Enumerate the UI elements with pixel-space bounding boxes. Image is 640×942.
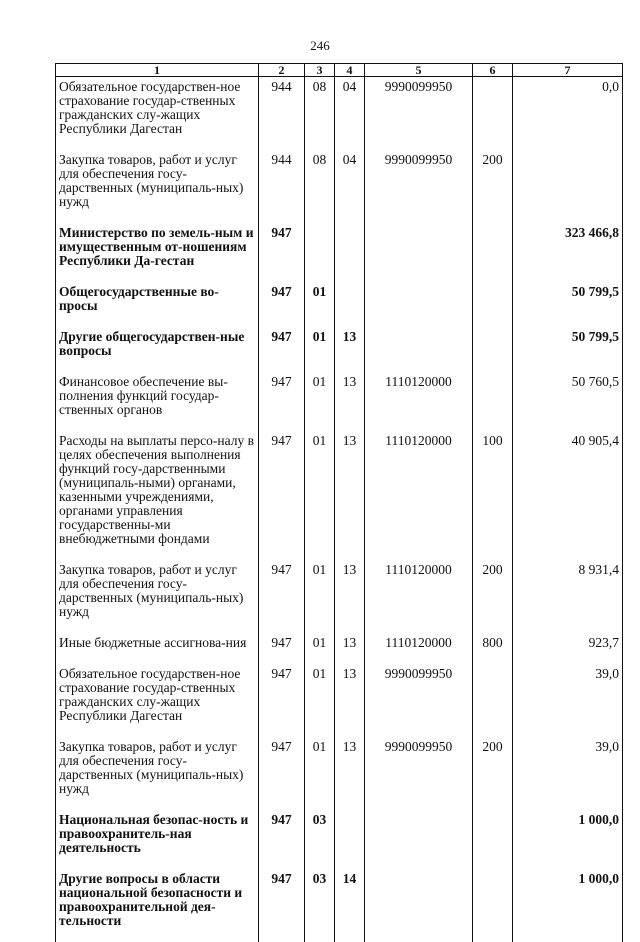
row-name-cell: Закупка товаров, работ и услуг для обеспечения госу-дарственных (муниципаль-ных) нужд bbox=[56, 560, 259, 633]
ministry-code-cell: 947 bbox=[259, 327, 305, 372]
row-name-cell: Иные бюджетные ассигнова-ния bbox=[56, 633, 259, 664]
row-name-cell: Расходы на выплаты персо-налу в целях обеспечения выполнения функций госу-дарственными (муниципаль-ными) органами, казенными учреждениями, органами управления государственны-ми внебюджетными фондами bbox=[56, 431, 259, 560]
expense-type-cell: 200 bbox=[473, 150, 513, 223]
row-name-cell: Финансовое обеспечение вы-полнения функций государ-ственных органов bbox=[56, 372, 259, 431]
ministry-code-cell: 947 bbox=[259, 431, 305, 560]
ministry-code-cell: 944 bbox=[259, 77, 305, 151]
page-number: 246 bbox=[0, 38, 640, 54]
section-code-cell: 08 bbox=[305, 77, 335, 151]
ministry-code-cell: 947 bbox=[259, 633, 305, 664]
subsection-code-cell: 13 bbox=[335, 431, 365, 560]
expense-type-cell bbox=[473, 810, 513, 869]
amount-cell: 323 466,8 bbox=[513, 223, 623, 282]
row-name-cell: Другие общегосударствен-ные вопросы bbox=[56, 327, 259, 372]
row-name-cell: Национальная безопас-ность и правоохранитель-ная деятельность bbox=[56, 810, 259, 869]
column-header: 7 bbox=[513, 64, 623, 77]
target-article-cell bbox=[365, 223, 473, 282]
section-code-cell: 01 bbox=[305, 664, 335, 737]
column-header: 4 bbox=[335, 64, 365, 77]
table-row bbox=[56, 327, 623, 372]
expense-type-cell: 200 bbox=[473, 737, 513, 810]
expense-type-cell bbox=[473, 223, 513, 282]
table-row bbox=[56, 664, 623, 737]
expense-type-cell: 200 bbox=[473, 560, 513, 633]
ministry-code-cell: 947 bbox=[259, 560, 305, 633]
budget-table bbox=[55, 63, 623, 942]
table-row bbox=[56, 77, 623, 151]
ministry-code-cell: 947 bbox=[259, 664, 305, 737]
row-name-cell: Закупка товаров, работ и услуг для обеспечения госу-дарственных (муниципаль-ных) нужд bbox=[56, 150, 259, 223]
table-row bbox=[56, 150, 623, 223]
section-code-cell: 01 bbox=[305, 431, 335, 560]
section-code-cell bbox=[305, 223, 335, 282]
table-row bbox=[56, 560, 623, 633]
section-code-cell: 01 bbox=[305, 372, 335, 431]
target-article-cell: 1110120000 bbox=[365, 372, 473, 431]
subsection-code-cell: 13 bbox=[335, 327, 365, 372]
expense-type-cell bbox=[473, 869, 513, 942]
amount-cell bbox=[513, 150, 623, 223]
subsection-code-cell: 13 bbox=[335, 560, 365, 633]
amount-cell: 50 799,5 bbox=[513, 327, 623, 372]
target-article-cell bbox=[365, 810, 473, 869]
ministry-code-cell: 947 bbox=[259, 372, 305, 431]
subsection-code-cell: 13 bbox=[335, 633, 365, 664]
amount-cell: 39,0 bbox=[513, 664, 623, 737]
subsection-code-cell: 04 bbox=[335, 77, 365, 151]
amount-cell: 40 905,4 bbox=[513, 431, 623, 560]
section-code-cell: 01 bbox=[305, 327, 335, 372]
section-code-cell: 01 bbox=[305, 633, 335, 664]
amount-cell: 1 000,0 bbox=[513, 869, 623, 942]
table-row bbox=[56, 869, 623, 942]
expense-type-cell bbox=[473, 327, 513, 372]
target-article-cell bbox=[365, 282, 473, 327]
table-row bbox=[56, 282, 623, 327]
table-header-row bbox=[56, 64, 623, 77]
subsection-code-cell bbox=[335, 223, 365, 282]
expense-type-cell bbox=[473, 77, 513, 151]
section-code-cell: 03 bbox=[305, 810, 335, 869]
table-row bbox=[56, 431, 623, 560]
section-code-cell: 01 bbox=[305, 282, 335, 327]
amount-cell: 39,0 bbox=[513, 737, 623, 810]
table-row bbox=[56, 223, 623, 282]
expense-type-cell bbox=[473, 282, 513, 327]
target-article-cell: 1110120000 bbox=[365, 560, 473, 633]
ministry-code-cell: 947 bbox=[259, 869, 305, 942]
amount-cell: 0,0 bbox=[513, 77, 623, 151]
table-row bbox=[56, 810, 623, 869]
target-article-cell: 9990099950 bbox=[365, 737, 473, 810]
row-name-cell: Общегосударственные во-просы bbox=[56, 282, 259, 327]
amount-cell: 50 799,5 bbox=[513, 282, 623, 327]
column-header: 1 bbox=[56, 64, 259, 77]
column-header: 2 bbox=[259, 64, 305, 77]
amount-cell: 50 760,5 bbox=[513, 372, 623, 431]
row-name-cell: Министерство по земель-ным и имущественным от-ношениям Республики Да-гестан bbox=[56, 223, 259, 282]
subsection-code-cell bbox=[335, 810, 365, 869]
subsection-code-cell: 13 bbox=[335, 737, 365, 810]
expense-type-cell: 100 bbox=[473, 431, 513, 560]
target-article-cell: 9990099950 bbox=[365, 77, 473, 151]
ministry-code-cell: 947 bbox=[259, 737, 305, 810]
ministry-code-cell: 947 bbox=[259, 223, 305, 282]
amount-cell: 8 931,4 bbox=[513, 560, 623, 633]
row-name-cell: Закупка товаров, работ и услуг для обеспечения госу-дарственных (муниципаль-ных) нужд bbox=[56, 737, 259, 810]
column-header: 3 bbox=[305, 64, 335, 77]
subsection-code-cell: 13 bbox=[335, 664, 365, 737]
subsection-code-cell: 13 bbox=[335, 372, 365, 431]
table-row bbox=[56, 372, 623, 431]
target-article-cell: 1110120000 bbox=[365, 633, 473, 664]
target-article-cell: 1110120000 bbox=[365, 431, 473, 560]
table-row bbox=[56, 633, 623, 664]
row-name-cell: Обязательное государствен-ное страхование государ-ственных гражданских слу-жащих Республики Дагестан bbox=[56, 77, 259, 151]
ministry-code-cell: 944 bbox=[259, 150, 305, 223]
target-article-cell: 9990099950 bbox=[365, 664, 473, 737]
ministry-code-cell: 947 bbox=[259, 810, 305, 869]
subsection-code-cell: 14 bbox=[335, 869, 365, 942]
expense-type-cell bbox=[473, 664, 513, 737]
section-code-cell: 03 bbox=[305, 869, 335, 942]
expense-type-cell bbox=[473, 372, 513, 431]
amount-cell: 1 000,0 bbox=[513, 810, 623, 869]
row-name-cell: Другие вопросы в области национальной безопасности и правоохранительной дея-тельности bbox=[56, 869, 259, 942]
target-article-cell bbox=[365, 869, 473, 942]
section-code-cell: 01 bbox=[305, 560, 335, 633]
section-code-cell: 08 bbox=[305, 150, 335, 223]
subsection-code-cell: 04 bbox=[335, 150, 365, 223]
row-name-cell: Обязательное государствен-ное страхование государ-ственных гражданских слу-жащих Республики Дагестан bbox=[56, 664, 259, 737]
column-header: 5 bbox=[365, 64, 473, 77]
section-code-cell: 01 bbox=[305, 737, 335, 810]
amount-cell: 923,7 bbox=[513, 633, 623, 664]
column-header: 6 bbox=[473, 64, 513, 77]
target-article-cell: 9990099950 bbox=[365, 150, 473, 223]
ministry-code-cell: 947 bbox=[259, 282, 305, 327]
target-article-cell bbox=[365, 327, 473, 372]
table-body bbox=[56, 77, 623, 942]
expense-type-cell: 800 bbox=[473, 633, 513, 664]
subsection-code-cell bbox=[335, 282, 365, 327]
table-row bbox=[56, 737, 623, 810]
